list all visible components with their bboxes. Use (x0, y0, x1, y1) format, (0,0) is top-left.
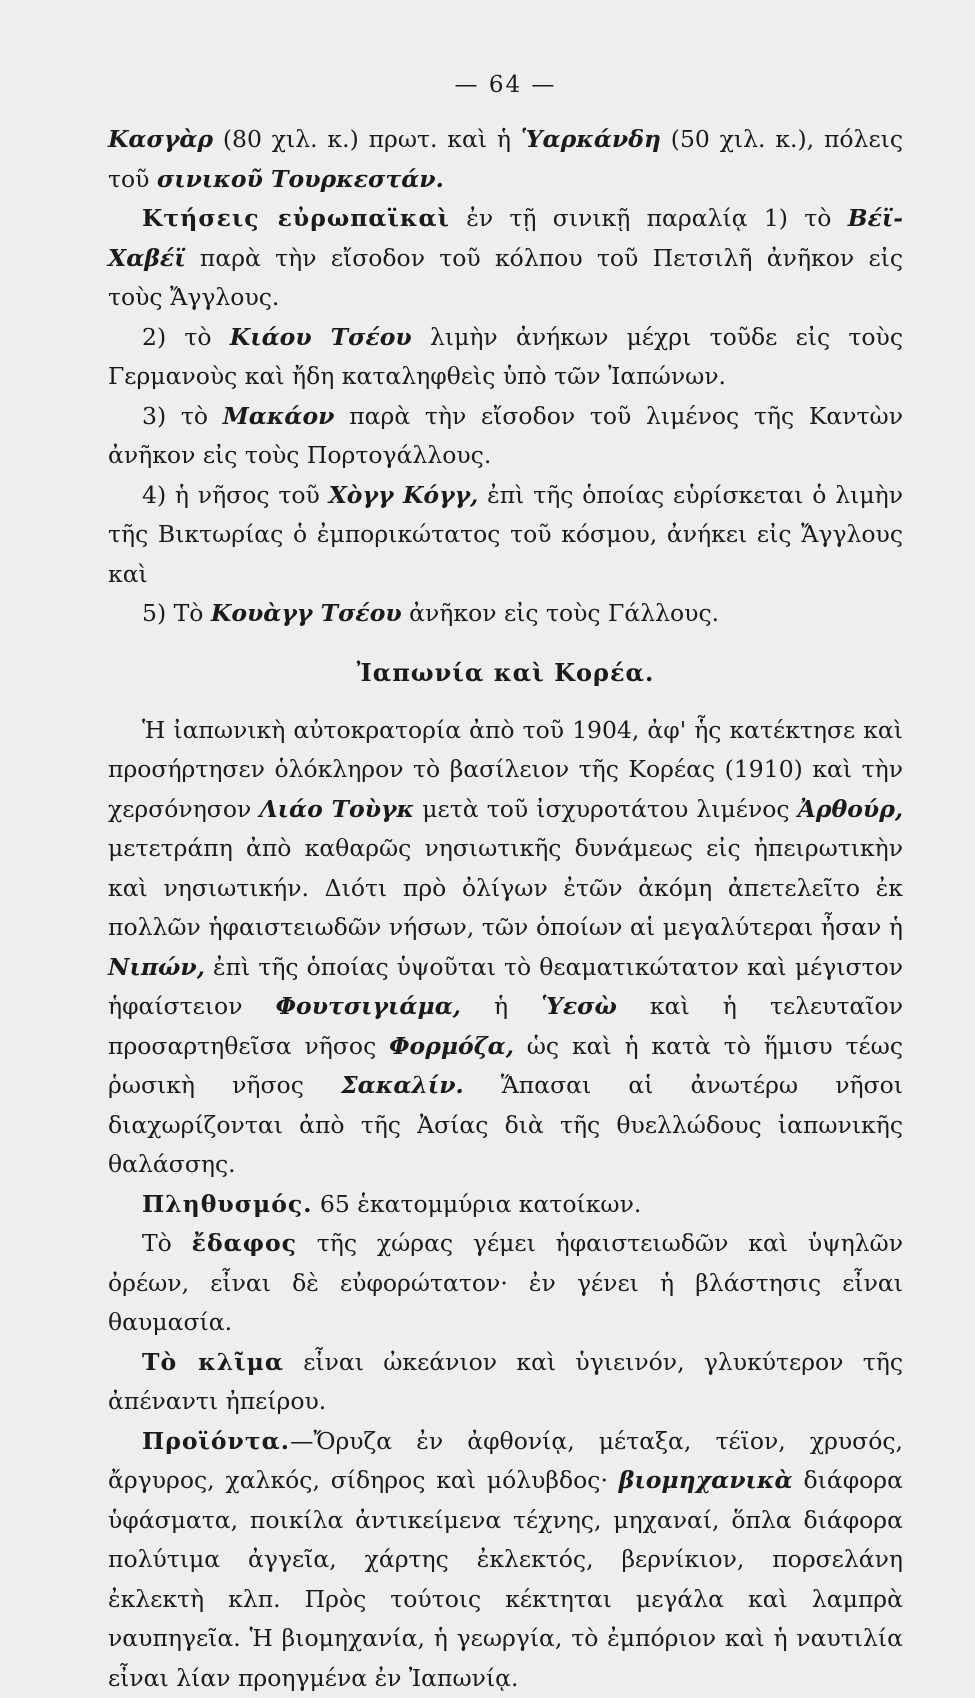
text-run: ὡς καὶ ἡ κατὰ τὸ ἥμισυ τέως ῥωσικὴ νῆσος (108, 1032, 903, 1100)
emphasized-name: Κιάου Τσέου (230, 323, 412, 351)
text-run: ἐπὶ τῆς ὁποίας εὑρίσκεται ὁ λιμὴν τῆς Βικτωρίας ὁ ἐμπορικώτατος τοῦ κόσμου, ἀνήκει εἰς Ἄγγλους καὶ (108, 481, 903, 588)
emphasized-name: Βέϊ-Χαβέϊ (108, 204, 903, 272)
paragraph-kiaochow (108, 318, 903, 397)
section-keyword: Κτήσεις εὐρωπαϊκαὶ (142, 204, 450, 232)
emphasized-name: Μακάον (223, 402, 335, 430)
emphasized-name: Φουτσιγιάμα, (276, 992, 461, 1020)
emphasized-name: Ἀρθούρ, (798, 795, 903, 823)
paragraph-terrain (108, 1224, 903, 1343)
emphasized-name: Σακαλίν. (341, 1071, 464, 1099)
emphasized-name: Κουὰγγ Τσέου (211, 599, 402, 627)
emphasized-name: Χὸγγ Κόγγ, (329, 481, 479, 509)
text-run: μετετράπη ἀπὸ καθαρῶς νησιωτικῆς δυνάμεως εἰς ἠπειρωτικὴν καὶ νησιωτικήν. Διότι πρὸ ὀλίγων ἐτῶν ἀκόμη ἀπετελεῖτο ἐκ πολλῶν ἡφαιστειωδῶν νήσων, τῶν ὁποίων αἱ μεγαλύτεραι ἦσαν ἡ (108, 834, 903, 941)
text-run: διάφορα ὑφάσματα, ποικίλα ἀντικείμενα τέχνης, μηχαναί, ὅπλα διάφορα πολύτιμα ἀγγεῖα, χάρτης ἐκλεκτός, βερνίκιον, πορσελάνη ἐκλεκτὴ κλπ. Πρὸς τούτοις κέκτηται μεγάλα καὶ λαμπρὰ ναυπηγεῖα. Ἡ βιομηχανία, ἡ γεωργία, τὸ ἐμπόριον καὶ ἡ ναυτιλία εἶναι λίαν προηγμένα ἐν Ἰαπωνίᾳ. (108, 1466, 903, 1692)
paragraph-hong-kong (108, 476, 903, 595)
emphasized-name: Φορμόζα, (389, 1032, 514, 1060)
paragraph-climate (108, 1343, 903, 1422)
paragraph-european-possessions (108, 199, 903, 318)
text-run: —Ὄρυζα ἐν ἀφθονίᾳ, μέταξα, τέϊον, χρυσός, ἄργυρος, χαλκός, σίδηρος καὶ μόλυβδος· (108, 1427, 903, 1495)
emphasized-name: σινικοῦ Τουρκεστάν. (157, 165, 444, 193)
text-run: 4) ἡ νῆσος τοῦ (142, 481, 329, 509)
paragraph-population (108, 1185, 903, 1225)
section-keyword: Πληθυσμός. (142, 1190, 312, 1218)
emphasized-name: Νιπών, (108, 953, 205, 981)
text-run: Ἡ ἰαπωνικὴ αὐτοκρατορία ἀπὸ τοῦ 1904, ἀφ' ἧς κατέκτησε καὶ προσήρτησεν ὁλόκληρον τὸ βασίλειον τῆς Κορέας (1910) καὶ τὴν χερσόνησον (108, 716, 903, 823)
text-run: ἐπὶ τῆς ὁποίας ὑψοῦται τὸ θεαματικώτατον καὶ μέγιστον ἡφαίστειον (108, 953, 903, 1021)
page-number: — 64 — (108, 72, 903, 98)
emphasized-name: Λιάο Τοὺγκ (259, 795, 414, 823)
text-run: 3) τὸ (142, 402, 223, 430)
section-heading-japan-korea: Ἰαπωνία καὶ Κορέα. (108, 658, 903, 687)
text-run: μετὰ τοῦ ἰσχυροτάτου λιμένος (414, 795, 798, 823)
text-run: ἡ (461, 992, 541, 1020)
emphasized-name: Ὑαρκάνδη (521, 125, 661, 153)
paragraph-kwangchow (108, 594, 903, 634)
section-keyword: Τὸ κλῖμα (142, 1348, 284, 1376)
text-run: 65 ἑκατομμύρια κατοίκων. (312, 1190, 641, 1218)
paragraph-macao (108, 397, 903, 476)
emphasized-name: βιομηχανικὰ (619, 1466, 793, 1494)
paragraph-kashgar (108, 120, 903, 199)
emphasized-name: Ὑεσὼ (541, 992, 617, 1020)
text-run: (50 χιλ. κ.), πόλεις τοῦ (108, 125, 903, 193)
text-run: παρὰ τὴν εἴσοδον τοῦ κόλπου τοῦ Πετσιλῆ ἀνῆκον εἰς τοὺς Ἄγγλους. (108, 244, 903, 312)
text-run: Ἅπασαι αἱ ἀνωτέρω νῆσοι διαχωρίζονται ἀπὸ τῆς Ἀσίας διὰ τῆς θυελλώδους ἰαπωνικῆς θαλάσσης. (108, 1071, 903, 1178)
text-run: Τὸ (142, 1229, 192, 1257)
text-run: εἶναι ὠκεάνιον καὶ ὑγιεινόν, γλυκύτερον τῆς ἀπέναντι ἠπείρου. (108, 1348, 903, 1416)
text-run: ἀνῆκον εἰς τοὺς Γάλλους. (402, 599, 719, 627)
text-run: 5) Τὸ (142, 599, 211, 627)
paragraph-japanese-empire (108, 711, 903, 1185)
text-run: (80 χιλ. κ.) πρωτ. καὶ ἡ (213, 125, 521, 153)
section-keyword: ἔδαφος (192, 1229, 297, 1257)
text-run: ἐν τῇ σινικῇ παραλίᾳ 1) τὸ (450, 204, 848, 232)
emphasized-name: Κασγὰρ (108, 125, 213, 153)
text-run: 2) τὸ (142, 323, 230, 351)
text-run: τῆς χώρας γέμει ἡφαιστειωδῶν καὶ ὑψηλῶν ὀρέων, εἶναι δὲ εὐφορώτατον· ἐν γένει ἡ βλάστησις εἶναι θαυμασία. (108, 1229, 903, 1336)
section-keyword: Προϊόντα. (142, 1427, 290, 1455)
text-run: παρὰ τὴν εἴσοδον τοῦ λιμένος τῆς Καντὼν ἀνῆκον εἰς τοὺς Πορτογάλλους. (108, 402, 903, 470)
text-run: καὶ ἡ τελευταῖον προσαρτηθεῖσα νῆσος (108, 992, 903, 1060)
text-run: λιμὴν ἀνήκων μέχρι τοῦδε εἰς τοὺς Γερμανοὺς καὶ ἤδη καταληφθεὶς ὑπὸ τῶν Ἰαπώνων. (108, 323, 903, 391)
paragraph-products (108, 1422, 903, 1698)
